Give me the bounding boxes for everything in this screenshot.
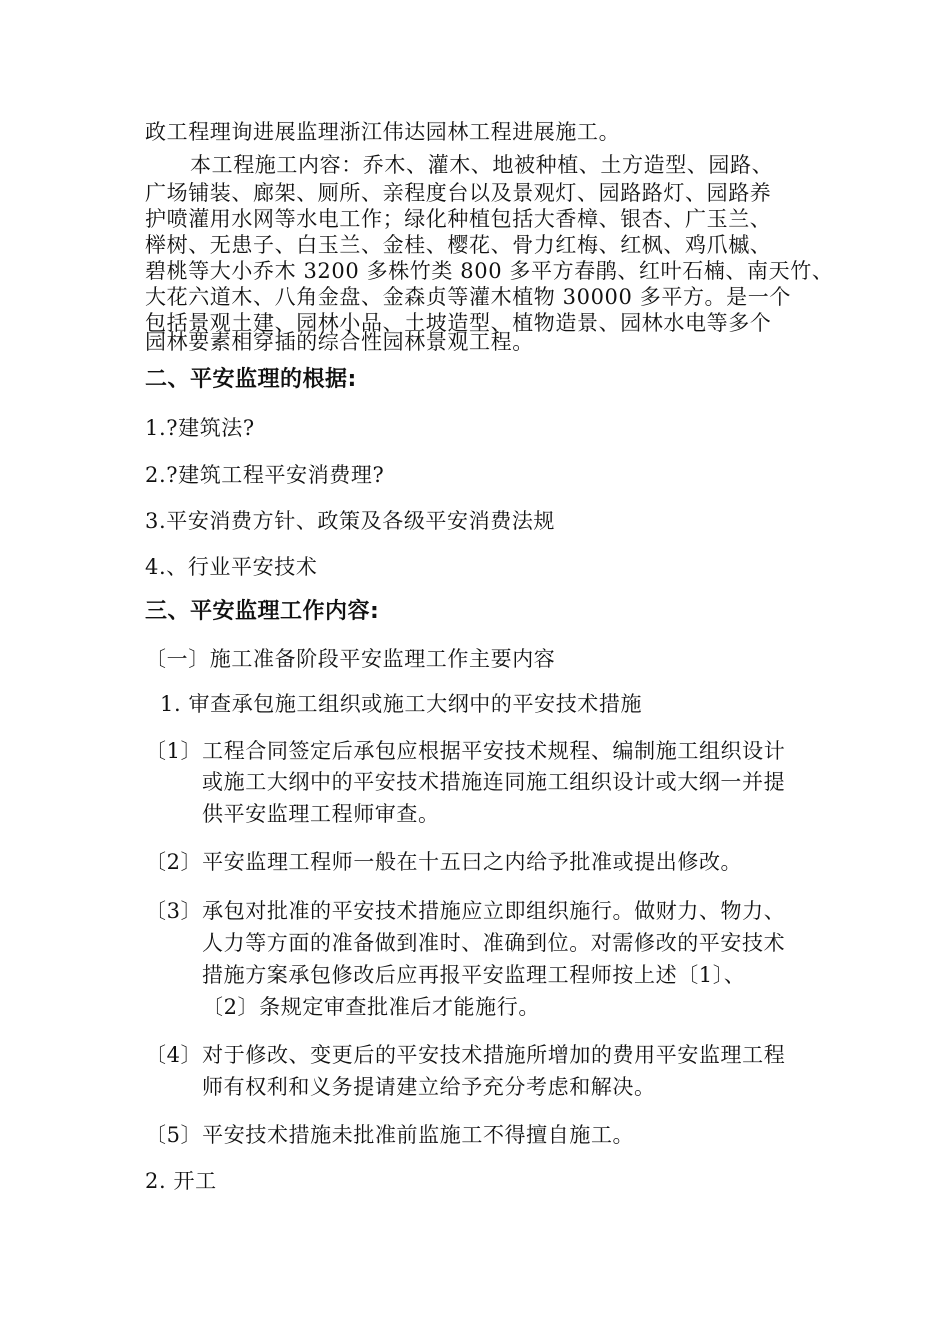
intro-line-6: 碧桃等大小乔木 3200 多株竹类 800 多平方春鹃、红叶石楠、南天竹、: [145, 259, 834, 283]
section3-heading: 三、平安监理工作内容:: [145, 599, 380, 624]
intro-line-7: 大花六道木、八角金盘、金森贞等灌木植物 30000 多平方。是一个: [145, 285, 791, 309]
intro-line-4: 护喷灌用水网等水电工作；绿化种植包括大香樟、银杏、广玉兰、: [145, 207, 772, 231]
intro-line-9: 园林要素相穿插的综合性园林景观工程。: [145, 330, 534, 354]
point-2-line-1: 〔2〕平安监理工程师一般在十五曰之内给予批准或提出修改。: [145, 850, 743, 874]
section2-item-4: 4.、行业平安技术: [145, 555, 318, 579]
section2-item-2: 2.?建筑工程平安消费理?: [145, 463, 385, 487]
point-4-line-1: 〔4〕对于修改、变更后的平安技术措施所增加的费用平安监理工程: [145, 1043, 786, 1067]
intro-line-1: 政工程理询进展监理浙江伟达园林工程进展施工。: [145, 120, 621, 144]
section3-item1-title: 1. 审查承包施工组织或施工大纲中的平安技术措施: [160, 692, 643, 716]
point-1-line-3: 供平安监理工程师审查。: [202, 802, 440, 826]
point-5-line-1: 〔5〕平安技术措施未批准前监施工不得擅自施工。: [145, 1123, 635, 1147]
point-3-line-3: 措施方案承包修改后应再报平安监理工程师按上述〔1〕、: [202, 963, 746, 987]
intro-line-5: 榉树、无患子、白玉兰、金桂、樱花、骨力红梅、红枫、鸡爪槭、: [145, 233, 772, 257]
section2-heading: 二、平安监理的根据:: [145, 367, 357, 392]
point-3-line-4: 〔2〕条规定审查批准后才能施行。: [202, 995, 540, 1019]
point-1-line-1: 〔1〕工程合同签定后承包应根据平安技术规程、编制施工组织设计: [145, 739, 786, 763]
point-4-line-2: 师有权利和义务提请建立给予充分考虑和解决。: [202, 1075, 656, 1099]
intro-line-8: 包括景观土建、园林小品、土坡造型、植物造景、园林水电等多个: [145, 311, 772, 335]
point-1-line-2: 或施工大纲中的平安技术措施连同施工组织设计或大纲一并提: [202, 770, 786, 794]
intro-line-2: 本工程施工内容：乔木、灌木、地被种植、土方造型、园路、: [190, 153, 774, 177]
point-3-line-1: 〔3〕承包对批准的平安技术措施应立即组织施行。做财力、物力、: [145, 899, 786, 923]
section2-item-1: 1.?建筑法?: [145, 416, 255, 440]
section3-item2-title: 2. 开工: [145, 1169, 217, 1193]
section2-item-3: 3.平安消费方针、政策及各级平安消费法规: [145, 509, 556, 533]
point-3-line-2: 人力等方面的准备做到准时、准确到位。对需修改的平安技术: [202, 931, 786, 955]
section3-sub-heading: 〔一〕施工准备阶段平安监理工作主要内容: [145, 647, 556, 671]
intro-line-3: 广场铺装、廊架、厕所、亲程度台以及景观灯、园路路灯、园路养: [145, 181, 772, 205]
